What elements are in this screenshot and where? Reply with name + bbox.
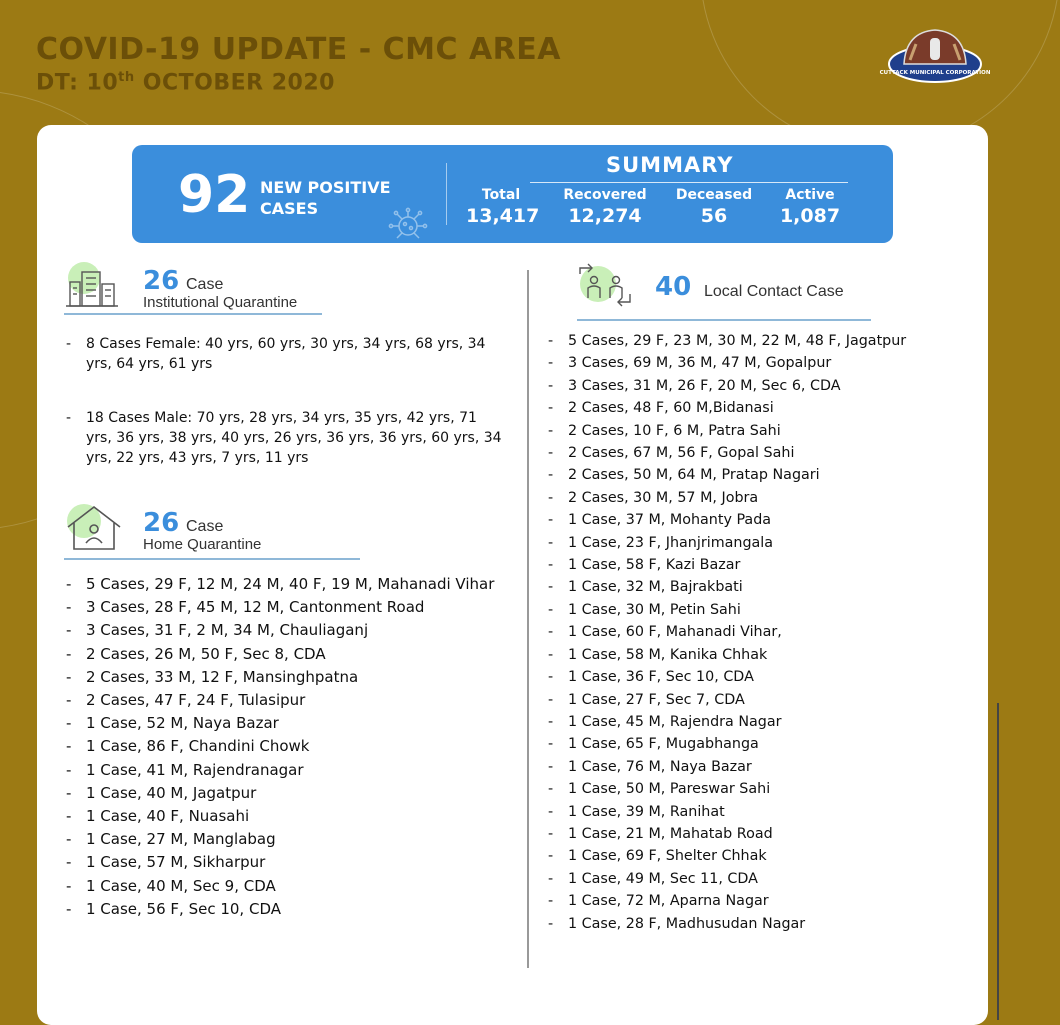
stat-recovered [560,187,650,227]
summary-divider [446,163,447,225]
stat-deceased [672,187,756,227]
list-item: - 1 Case, 58 M, Kanika Chhak [548,644,968,666]
list-item: - 1 Case, 45 M, Rajendra Nagar [548,711,968,733]
institutional-underline [64,313,322,315]
new-positive-count: 92 [178,165,251,225]
institutional-count: 26 [143,266,180,296]
building-icon [64,262,122,310]
list-item: - 1 Case, 32 M, Bajrakbati [548,576,968,598]
svg-text:CUTTACK MUNICIPAL CORPORATION: CUTTACK MUNICIPAL CORPORATION [879,70,991,76]
stat-label: Total [481,187,521,203]
page-date: DT: 10th OCTOBER 2020 [36,70,335,96]
stat-value: 12,274 [568,205,642,227]
contact-people-icon [574,262,636,308]
list-item: - 2 Cases, 47 F, 24 F, Tulasipur [66,689,506,712]
list-item: - 1 Case, 50 M, Pareswar Sahi [548,778,968,800]
list-item: - 1 Case, 40 M, Jagatpur [66,782,506,805]
list-item: - 1 Case, 40 M, Sec 9, CDA [66,875,506,898]
list-item: - 3 Cases, 31 M, 26 F, 20 M, Sec 6, CDA [548,375,968,397]
list-item: - 1 Case, 69 F, Shelter Chhak [548,845,968,867]
list-item: - 2 Cases, 30 M, 57 M, Jobra [548,487,968,509]
list-item: - 5 Cases, 29 F, 12 M, 24 M, 40 F, 19 M, Mahanadi Vihar [66,573,506,596]
list-item: - 2 Cases, 26 M, 50 F, Sec 8, CDA [66,643,506,666]
list-item: - 1 Case, 86 F, Chandini Chowk [66,735,506,758]
home-icon [64,503,122,553]
list-item: - 1 Case, 58 F, Kazi Bazar [548,554,968,576]
stat-active [778,187,842,227]
local-count: 40 [655,272,692,302]
list-item: - 1 Case, 37 M, Mohanty Pada [548,509,968,531]
list-item: - 3 Cases, 28 F, 45 M, 12 M, Cantonment Road [66,596,506,619]
list-item: - 1 Case, 21 M, Mahatab Road [548,823,968,845]
home-list [66,573,506,921]
column-divider [527,270,529,968]
list-item: - 1 Case, 23 F, Jhanjrimangala [548,532,968,554]
list-item: - 1 Case, 27 M, Manglabag [66,828,506,851]
list-item: - 1 Case, 40 F, Nuasahi [66,805,506,828]
list-item: - 3 Cases, 31 F, 2 M, 34 M, Chauliaganj [66,619,506,642]
list-item: - 2 Cases, 50 M, 64 M, Pratap Nagari [548,464,968,486]
list-item: - 2 Cases, 67 M, 56 F, Gopal Sahi [548,442,968,464]
list-item: - 1 Case, 49 M, Sec 11, CDA [548,868,968,890]
local-list [548,330,968,935]
stat-label: Deceased [675,187,753,203]
stat-value: 1,087 [779,205,841,227]
local-label: Local Contact Case [704,283,844,300]
page-title: COVID-19 UPDATE - CMC AREA [36,32,561,67]
stat-label: Recovered [563,187,647,203]
list-item: - 3 Cases, 69 M, 36 M, 47 M, Gopalpur [548,352,968,374]
institutional-list [66,334,506,502]
list-item: - 1 Case, 41 M, Rajendranagar [66,759,506,782]
list-item: - 2 Cases, 48 F, 60 M,Bidanasi [548,397,968,419]
municipal-logo [879,24,991,86]
list-item: - 1 Case, 39 M, Ranihat [548,801,968,823]
list-item: - 1 Case, 36 F, Sec 10, CDA [548,666,968,688]
virus-icon [384,207,432,241]
list-item: - 1 Case, 57 M, Sikharpur [66,851,506,874]
list-item: - 1 Case, 60 F, Mahanadi Vihar, [548,621,968,643]
stat-value: 56 [700,205,728,227]
list-item: - 1 Case, 28 F, Madhusudan Nagar [548,913,968,935]
new-positive-label: NEW POSITIVE CASES [260,178,391,218]
summary-title: SUMMARY [606,153,734,177]
list-item: - 1 Case, 76 M, Naya Bazar [548,756,968,778]
stat-label: Active [785,187,835,203]
home-underline [64,558,360,560]
home-case-word: Case [186,518,224,535]
stat-value: 13,417 [466,205,540,227]
list-item: - 2 Cases, 10 F, 6 M, Patra Sahi [548,420,968,442]
list-item: - 2 Cases, 33 M, 12 F, Mansinghpatna [66,666,506,689]
institutional-case-word: Case [186,276,224,293]
list-item: - 1 Case, 52 M, Naya Bazar [66,712,506,735]
list-item: - 8 Cases Female: 40 yrs, 60 yrs, 30 yrs, 34 yrs, 68 yrs, 34 yrs, 64 yrs, 61 yrs [66,334,506,374]
list-item: - 1 Case, 56 F, Sec 10, CDA [66,898,506,921]
list-item: - 1 Case, 72 M, Aparna Nagar [548,890,968,912]
summary-banner [132,145,893,243]
list-item: - 18 Cases Male: 70 yrs, 28 yrs, 34 yrs, 35 yrs, 42 yrs, 71 yrs, 36 yrs, 38 yrs, 40 yrs, 26 yrs, 36 yrs, 36 yrs, 60 yrs, 34 yrs, 22 yrs, 43 yrs, 7 yrs, 11 yrs [66,408,506,468]
edge-line [997,703,999,1020]
summary-title-underline [530,182,848,183]
local-underline [577,319,871,321]
institutional-subtitle: Institutional Quarantine [143,294,298,311]
list-item: - 1 Case, 65 F, Mugabhanga [548,733,968,755]
home-subtitle: Home Quarantine [143,536,262,553]
list-item: - 5 Cases, 29 F, 23 M, 30 M, 22 M, 48 F, Jagatpur [548,330,968,352]
stat-total [466,187,540,227]
list-item: - 1 Case, 27 F, Sec 7, CDA [548,689,968,711]
list-item: - 1 Case, 30 M, Petin Sahi [548,599,968,621]
home-count: 26 [143,508,180,538]
